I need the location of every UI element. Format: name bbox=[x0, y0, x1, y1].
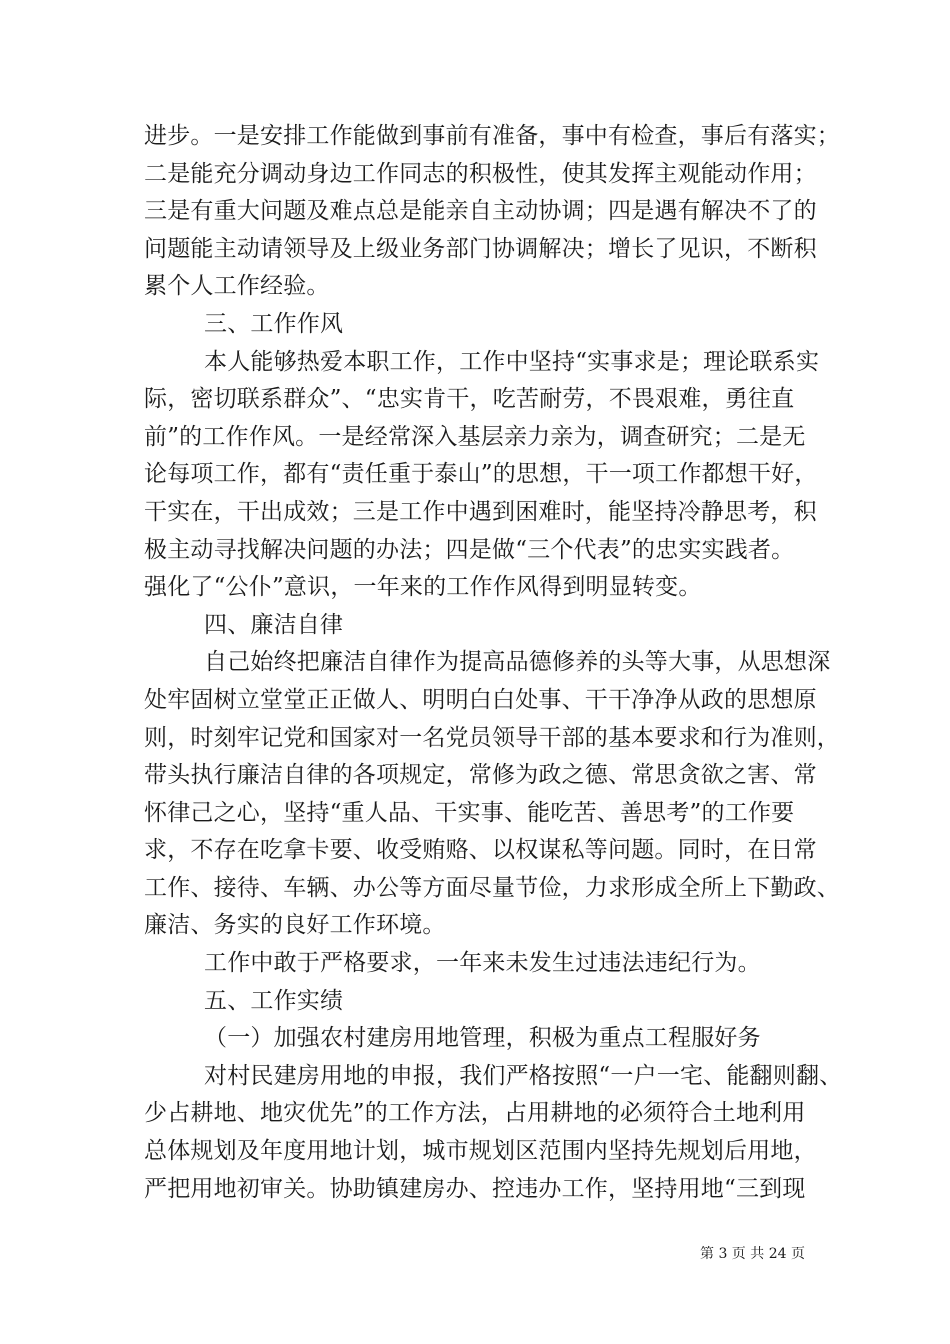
text-line: 严把用地初审关。协助镇建房办、控违办工作，坚持用地“三到现 bbox=[144, 1175, 806, 1202]
text-line: 前”的工作作风。一是经常深入基层亲力亲为，调查研究；二是无 bbox=[144, 423, 806, 450]
text-line: 少占耕地、地灾优先”的工作方法，占用耕地的必须符合土地利用 bbox=[144, 1100, 806, 1127]
text-line: 三是有重大问题及难点总是能亲自主动协调；四是遇有解决不了的 bbox=[144, 198, 817, 225]
text-line: （一）加强农村建房用地管理，积极为重点工程服好务 bbox=[204, 1025, 761, 1052]
text-line: 五、工作实绩 bbox=[204, 987, 344, 1014]
text-line: 对村民建房用地的申报，我们严格按照“一户一宅、能翻则翻、 bbox=[204, 1062, 843, 1089]
text-line: 四、廉洁自律 bbox=[204, 611, 344, 638]
text-line: 处牢固树立堂堂正正做人、明明白白处事、干干净净从政的思想原 bbox=[144, 686, 817, 713]
text-line: 求，不存在吃拿卡要、收受贿赂、以权谋私等问题。同时，在日常 bbox=[144, 837, 817, 864]
text-line: 工作中敢于严格要求，一年来未发生过违法违纪行为。 bbox=[204, 950, 761, 977]
text-line: 累个人工作经验。 bbox=[144, 273, 330, 300]
text-line: 三、工作作风 bbox=[204, 310, 344, 337]
text-line: 进步。一是安排工作能做到事前有准备，事中有检查，事后有落实； bbox=[144, 123, 840, 149]
text-line: 极主动寻找解决问题的办法；四是做“三个代表”的忠实实践者。 bbox=[144, 536, 795, 563]
text-line: 怀律己之心，坚持“重人品、干实事、能吃苦、善思考”的工作要 bbox=[144, 799, 795, 826]
text-line: 际，密切联系群众”、“忠实肯干，吃苦耐劳，不畏艰难，勇往直 bbox=[144, 386, 795, 413]
text-line: 强化了“公仆”意识，一年来的工作作风得到明显转变。 bbox=[144, 574, 702, 601]
text-line: 廉洁、务实的良好工作环境。 bbox=[144, 912, 446, 939]
text-line: 本人能够热爱本职工作，工作中坚持“实事求是；理论联系实 bbox=[204, 348, 820, 375]
text-line: 带头执行廉洁自律的各项规定，常修为政之德、常思贪欲之害、常 bbox=[144, 762, 817, 789]
document-body bbox=[144, 118, 843, 1208]
text-line: 论每项工作，都有“责任重于泰山”的思想，干一项工作都想干好， bbox=[144, 461, 818, 488]
text-line: 干实在，干出成效；三是工作中遇到困难时，能坚持冷静思考，积 bbox=[144, 498, 817, 525]
text-line: 总体规划及年度用地计划，城市规划区范围内坚持先规划后用地， bbox=[144, 1138, 817, 1165]
text-line: 工作、接待、车辆、办公等方面尽量节俭，力求形成全所上下勤政、 bbox=[144, 874, 840, 901]
text-line: 二是能充分调动身边工作同志的积极性，使其发挥主观能动作用； bbox=[144, 160, 817, 187]
text-line: 则，时刻牢记党和国家对一名党员领导干部的基本要求和行为准则， bbox=[144, 724, 840, 751]
text-line: 自己始终把廉洁自律作为提高品德修养的头等大事，从思想深 bbox=[204, 649, 831, 676]
page-number-footer: 第 3 页 共 24 页 bbox=[700, 1246, 805, 1262]
text-line: 问题能主动请领导及上级业务部门协调解决；增长了见识，不断积 bbox=[144, 235, 817, 262]
